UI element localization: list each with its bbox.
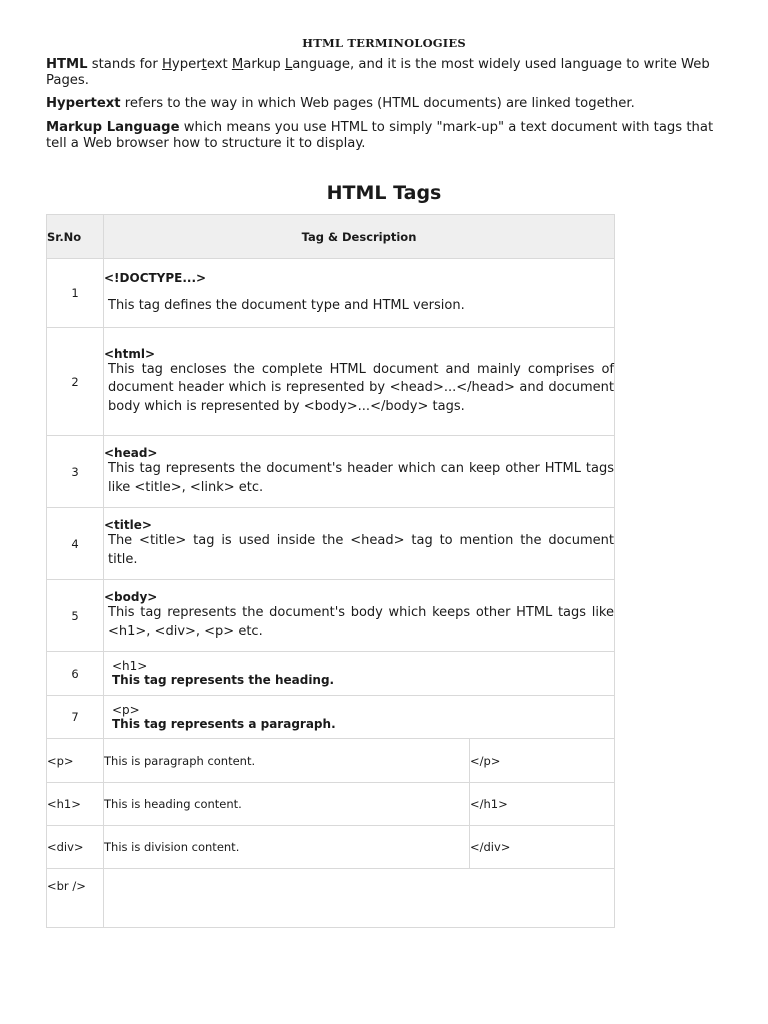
document-title: HTML TERMINOLOGIES [302, 36, 466, 50]
section-title: HTML Tags [326, 182, 442, 204]
close-tag: </h1> [470, 783, 615, 826]
intro-text: , and it is the most widely used language to write Web Pages. [46, 57, 710, 88]
intro-paragraph-html [46, 57, 716, 89]
close-tag: </p> [470, 739, 615, 783]
term-expansion [162, 57, 350, 72]
row-description [104, 652, 615, 696]
row-number: 1 [47, 259, 104, 328]
expansion-rest: ext [206, 57, 232, 72]
example-content-empty [104, 869, 615, 928]
row-description [104, 328, 615, 436]
open-tag: <div> [47, 826, 104, 869]
tag-description: This tag represents the heading. [112, 673, 335, 687]
row-number: 7 [47, 696, 104, 739]
expansion-letter: L [284, 57, 293, 72]
tag-name: <head> [104, 446, 158, 460]
row-description [104, 259, 615, 328]
term-hypertext: Hypertext [46, 96, 121, 111]
tag-description: This tag represents the document's header which can keep other HTML tags like <title>, <link> etc. [108, 461, 614, 495]
row-number: 5 [47, 580, 104, 652]
table-row [47, 328, 615, 436]
tag-name: <title> [104, 518, 152, 532]
row-number: 6 [47, 652, 104, 696]
html-tags-table [46, 214, 615, 928]
example-row [47, 783, 615, 826]
header-description: Tag & Description [104, 215, 615, 259]
expansion-letter: t [201, 57, 207, 72]
tag-description: This tag encloses the complete HTML document and mainly comprises of document header which is represented by <head>...</head> and document body which is represented by <body>...</body> tags. [108, 361, 614, 414]
row-description [104, 696, 615, 739]
example-content: This is division content. [104, 826, 470, 869]
table-row [47, 696, 615, 739]
tag-description: The <title> tag is used inside the <head> tag to mention the document title. [108, 533, 614, 567]
tag-name: <h1> [112, 659, 148, 673]
expansion-letter: H [162, 57, 172, 72]
tag-name: <!DOCTYPE...> [104, 270, 207, 285]
intro-text: refers to the way in which Web pages (HTML documents) are linked together. [120, 96, 635, 111]
example-content: This is heading content. [104, 783, 470, 826]
table-row [47, 259, 615, 328]
table-row [47, 436, 615, 508]
open-tag: <p> [47, 739, 104, 783]
example-row [47, 869, 615, 928]
intro-paragraph-markup [46, 120, 716, 152]
header-srno: Sr.No [47, 215, 104, 259]
table-row [47, 580, 615, 652]
tag-description: This tag defines the document type and HTML version. [108, 297, 465, 313]
expansion-rest: yper [171, 57, 202, 72]
tag-name: <html> [104, 346, 156, 361]
term-markup-language: Markup Language [46, 120, 180, 135]
open-tag: <h1> [47, 783, 104, 826]
expansion-rest: arkup [243, 57, 285, 72]
tag-name: <p> [112, 702, 140, 717]
row-number: 4 [47, 508, 104, 580]
example-content: This is paragraph content. [104, 739, 470, 783]
row-number: 3 [47, 436, 104, 508]
table-row [47, 652, 615, 696]
tag-name: <body> [104, 590, 158, 604]
expansion-rest: anguage [292, 57, 351, 72]
intro-text: which means you use HTML to simply "mark-up" a text document with tags that tell a Web browser how to structure it to display. [46, 120, 714, 151]
close-tag: </div> [470, 826, 615, 869]
intro-text: stands for [87, 57, 162, 72]
row-description [104, 580, 615, 652]
tag-description: This tag represents a paragraph. [112, 716, 336, 731]
row-description [104, 508, 615, 580]
term-html: HTML [46, 57, 88, 72]
example-row [47, 739, 615, 783]
expansion-letter: M [231, 57, 244, 72]
table-header-row [47, 215, 615, 259]
row-number: 2 [47, 328, 104, 436]
row-description [104, 436, 615, 508]
table-row [47, 508, 615, 580]
tag-description: This tag represents the document's body which keeps other HTML tags like <h1>, <div>, <p> etc. [108, 605, 614, 639]
example-row [47, 826, 615, 869]
intro-paragraph-hypertext [46, 96, 716, 112]
open-tag: <br /> [47, 869, 104, 928]
